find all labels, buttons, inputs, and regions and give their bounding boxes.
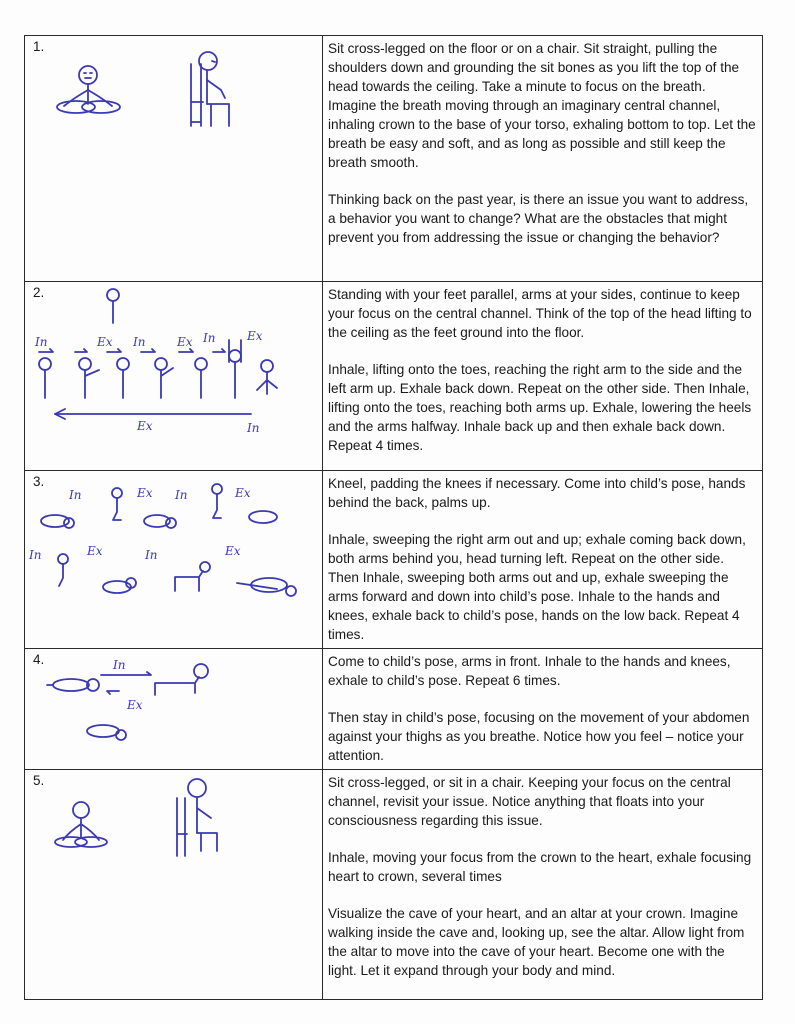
inhale-label: In xyxy=(145,548,158,562)
table-row xyxy=(25,36,763,282)
instruction-paragraph: Kneel, padding the knees if necessary. Come into child’s pose, hands behind the back, palms up. xyxy=(328,476,746,510)
step-number: 2. xyxy=(33,285,45,300)
instruction-paragraph: Thinking back on the past year, is there an issue you want to address, a behavior you want to change? What are the obstacles that might prevent you from addressing the issue or changing the behavior? xyxy=(328,192,749,245)
instruction-paragraph: Inhale, moving your focus from the crown to the heart, exhale focusing heart to crown, several times xyxy=(328,850,752,884)
step-number: 3. xyxy=(33,474,45,489)
childs-pose-sketch xyxy=(25,649,322,765)
inhale-label: In xyxy=(247,421,260,435)
exhale-label: Ex xyxy=(225,544,241,558)
seated-poses-sketch xyxy=(25,36,322,282)
inhale-label: In xyxy=(69,488,82,502)
instruction-cell xyxy=(323,282,763,471)
exhale-label: Ex xyxy=(127,698,143,712)
step-number: 4. xyxy=(33,652,45,667)
exhale-label: Ex xyxy=(87,544,103,558)
kneeling-sequence-sketch xyxy=(25,471,322,643)
instruction-paragraph: Visualize the cave of your heart, and an altar at your crown. Imagine walking inside the cave and, looking up, see the altar. Allow light from the altar to move into the cave of your heart. Become one with the light. Let it expand through your body and mind. xyxy=(328,906,745,978)
exhale-label: Ex xyxy=(235,486,251,500)
instruction-paragraph: Inhale, lifting onto the toes, reaching the right arm to the side and the left arm up. Exhale back down. Repeat on the other side. Then Inhale, lifting onto the toes, reaching both arms up. Exhale, lowering the heels and the arms halfway. Inhale back up and then exhale back down. Repeat 4 times. xyxy=(328,362,752,453)
step-number: 5. xyxy=(33,773,45,788)
instruction-cell xyxy=(323,36,763,282)
instruction-paragraph: Inhale, sweeping the right arm out and up; exhale coming back down, both arms behind you, head turning left. Repeat on the other side. Then Inhale, sweeping both arms out and up, exhale sweeping the arms forward and down into child’s pose. Inhale to the hands and knees, exhale back to child’s pose, hands on the low back. Repeat 4 times. xyxy=(328,532,746,642)
instruction-paragraph: Standing with your feet parallel, arms at your sides, continue to keep your focus on the central channel. Think of the top of the head lifting to the ceiling as the feet ground into the floor. xyxy=(328,287,752,340)
step-number: 1. xyxy=(33,39,45,54)
instruction-cell xyxy=(323,471,763,649)
illustration-cell xyxy=(25,282,323,471)
exhale-label: Ex xyxy=(137,486,153,500)
table-row xyxy=(25,282,763,471)
exhale-label: Ex xyxy=(247,329,263,343)
yoga-sequence-table xyxy=(24,35,763,1000)
illustration-cell xyxy=(25,649,323,770)
instruction-cell xyxy=(323,770,763,1000)
inhale-label: In xyxy=(35,335,48,349)
standing-sequence-sketch xyxy=(25,282,322,471)
inhale-label: In xyxy=(175,488,188,502)
inhale-label: In xyxy=(29,548,42,562)
instruction-paragraph: Sit cross-legged on the floor or on a chair. Sit straight, pulling the shoulders down and grounding the sit bones as you lift the top of the head towards the ceiling. Take a minute to focus on the breath. Imagine the breath moving through an imaginary central channel, inhaling crown to the base of your torso, exhaling bottom to top. Let the breath be easy and soft, and as long as possible and still keep the breath smooth. xyxy=(328,41,756,170)
table-row xyxy=(25,649,763,770)
illustration-cell xyxy=(25,36,323,282)
instruction-paragraph: Sit cross-legged, or sit in a chair. Keeping your focus on the central channel, revisit your issue. Notice anything that floats into your consciousness regarding this issue. xyxy=(328,775,731,828)
table-row xyxy=(25,471,763,649)
instruction-paragraph: Come to child’s pose, arms in front. Inhale to the hands and knees, exhale to child’s pose. Repeat 6 times. xyxy=(328,654,731,688)
inhale-label: In xyxy=(113,658,126,672)
illustration-cell xyxy=(25,770,323,1000)
inhale-label: In xyxy=(133,335,146,349)
exhale-label: Ex xyxy=(97,335,113,349)
inhale-label: In xyxy=(203,331,216,345)
exhale-label: Ex xyxy=(137,419,153,433)
table-row xyxy=(25,770,763,1000)
illustration-cell xyxy=(25,471,323,649)
instruction-cell xyxy=(323,649,763,770)
instruction-paragraph: Then stay in child’s pose, focusing on the movement of your abdomen against your thighs as you breathe. Notice how you feel – notice your attention. xyxy=(328,710,750,763)
exhale-label: Ex xyxy=(177,335,193,349)
seated-poses-sketch xyxy=(25,770,322,1000)
